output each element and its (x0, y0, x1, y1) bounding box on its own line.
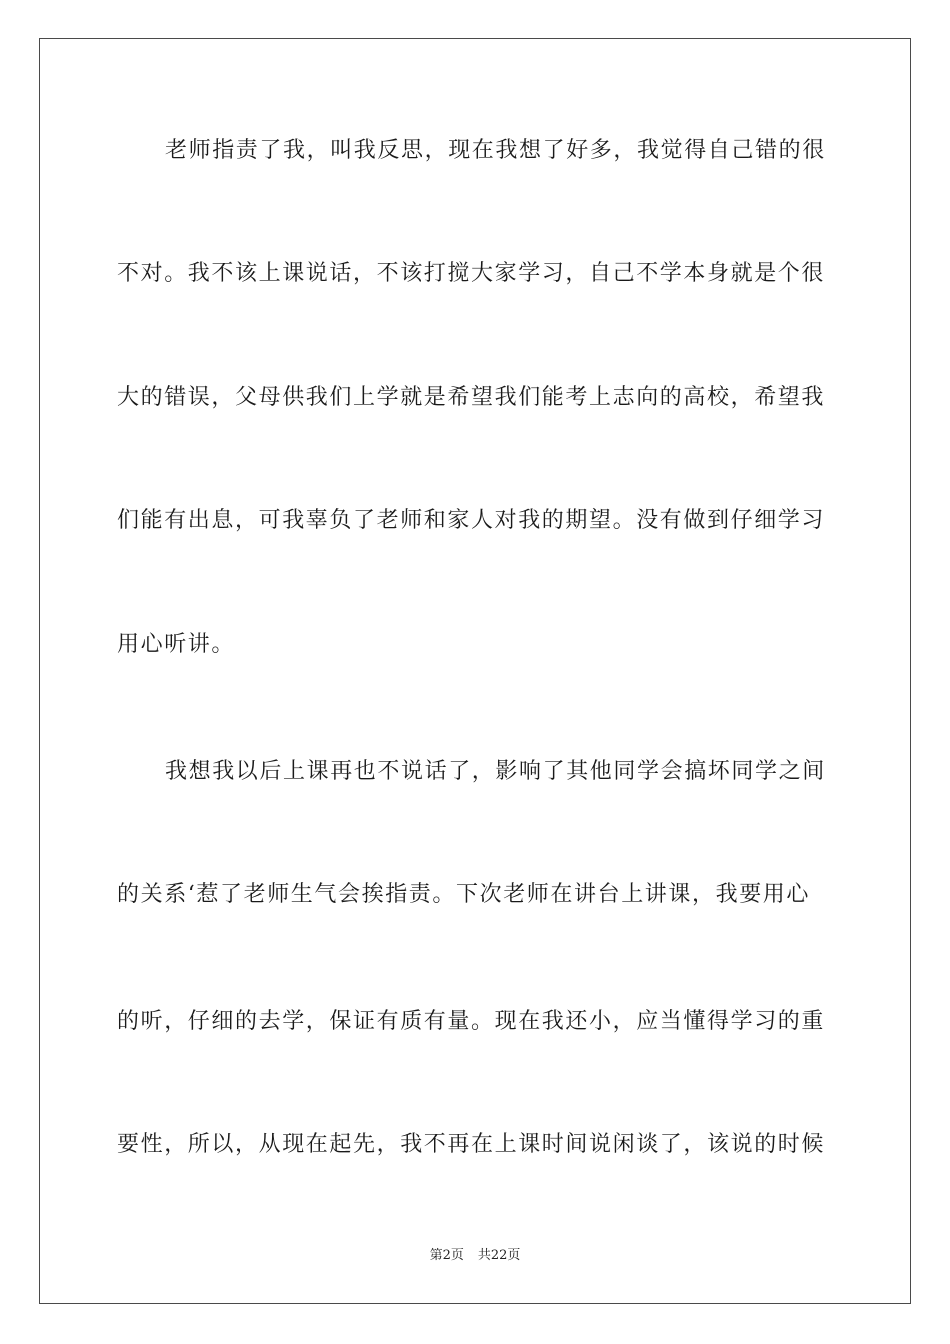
paragraph-1-line-3: 大的错误，父母供我们上学就是希望我们能考上志向的高校，希望我 (117, 385, 826, 410)
paragraph-1-line-1: 老师指责了我，叫我反思，现在我想了好多，我觉得自己错的很 (165, 138, 826, 163)
paragraph-2-line-4: 要性，所以，从现在起先，我不再在上课时间说闲谈了，该说的时候 (117, 1132, 826, 1157)
page-footer (0, 1247, 950, 1265)
paragraph-1-line-5: 用心听讲。 (117, 632, 236, 657)
paragraph-2-line-1: 我想我以后上课再也不说话了，影响了其他同学会搞坏同学之间 (165, 759, 826, 784)
paragraph-1-line-2: 不对。我不该上课说话，不该打搅大家学习，自己不学本身就是个很 (117, 261, 826, 286)
page-total: 共22页 (477, 1248, 521, 1263)
page-border (39, 38, 911, 1304)
page-number: 第2页 (429, 1248, 464, 1263)
paragraph-2-line-3: 的听，仔细的去学，保证有质有量。现在我还小，应当懂得学习的重 (117, 1009, 826, 1034)
paragraph-1-line-4: 们能有出息，可我辜负了老师和家人对我的期望。没有做到仔细学习 (117, 508, 826, 533)
paragraph-2-line-2: 的关系‘惹了老师生气会挨指责。下次老师在讲台上讲课，我要用心 (117, 882, 810, 907)
